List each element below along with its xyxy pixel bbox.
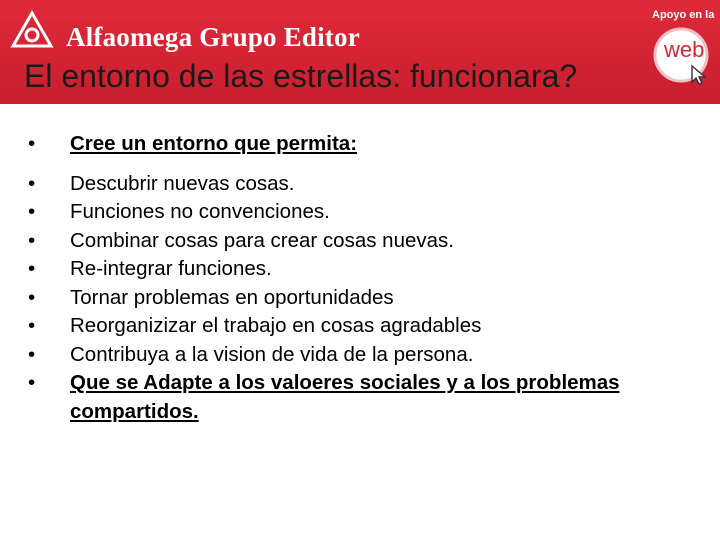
bullet: •: [28, 314, 36, 337]
slide-body: [22, 130, 692, 426]
bullet: •: [28, 171, 36, 195]
list-item: [22, 312, 692, 341]
bullet: •: [28, 132, 36, 155]
bullet: •: [28, 257, 36, 280]
lead-text: Cree un entorno que permita:: [70, 132, 358, 155]
list-item: [22, 284, 692, 313]
bullet: •: [28, 285, 36, 309]
bullet: •: [28, 200, 36, 223]
bullet: •: [28, 228, 36, 252]
list-item-text: Tornar problemas en oportunidades: [70, 285, 394, 309]
list-item-text: Que se Adapte a los valoeres sociales y a los problemas compartidos.: [70, 371, 620, 423]
list-item-text: Descubrir nuevas cosas.: [70, 171, 295, 195]
alfaomega-logo-icon: [10, 10, 54, 50]
list-item: [22, 227, 692, 256]
list-item-text: Combinar cosas para crear cosas nuevas.: [70, 228, 454, 252]
list-item: [22, 369, 692, 426]
badge-word: web: [664, 37, 705, 62]
bullet: •: [28, 371, 36, 394]
slide-title: El entorno de las estrellas: funcionara?: [24, 58, 578, 94]
list-item-text: Re-integrar funciones.: [70, 257, 272, 280]
list-item-text: Contribuya a la vision de vida de la persona.: [70, 342, 474, 366]
list-item-text: Funciones no convenciones.: [70, 200, 330, 223]
list-item: [22, 341, 692, 370]
badge-caption: Apoyo en la: [652, 9, 715, 21]
list-item: [22, 198, 692, 227]
list-item: [22, 255, 692, 284]
list-item: [22, 170, 692, 199]
bullet: •: [28, 342, 36, 366]
brand-name: Alfaomega Grupo Editor: [66, 22, 360, 52]
list-item-text: Reorganizizar el trabajo en cosas agradables: [70, 314, 482, 337]
header-band: [0, 0, 720, 104]
list-item: [22, 130, 692, 159]
